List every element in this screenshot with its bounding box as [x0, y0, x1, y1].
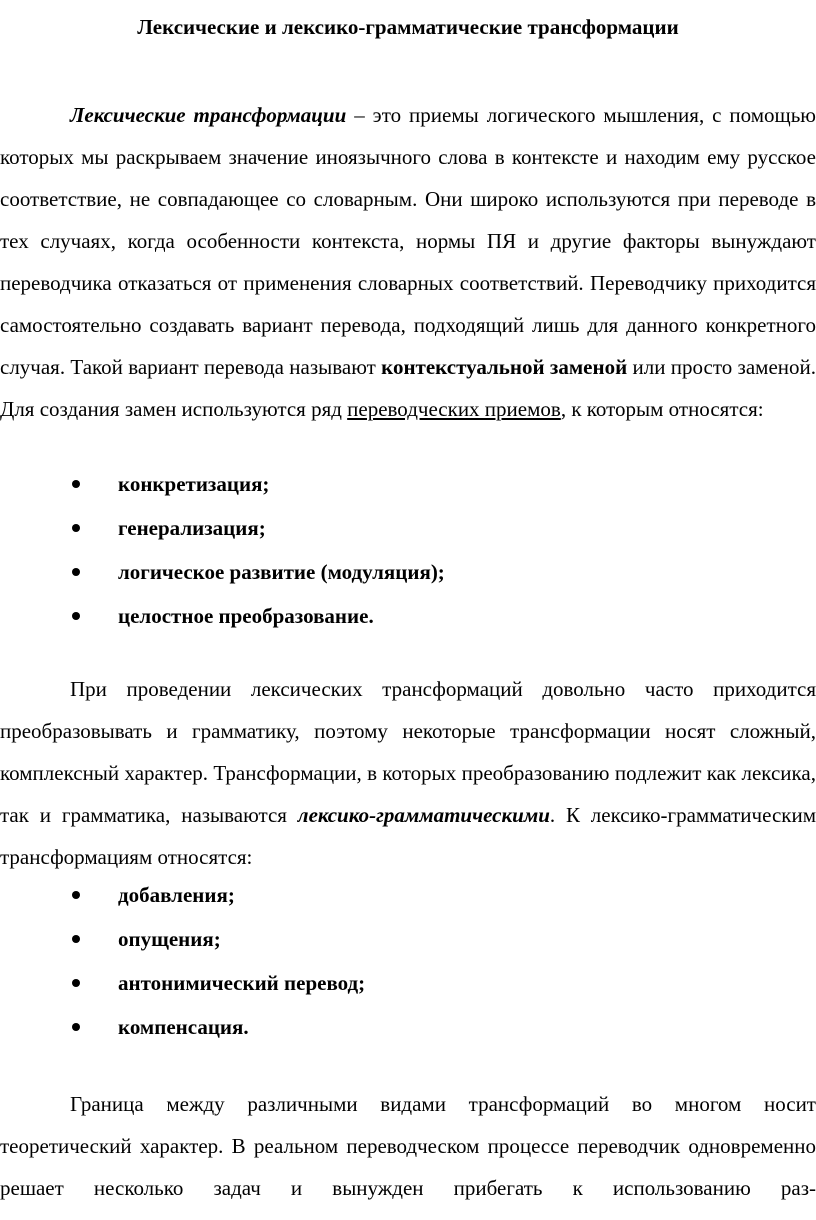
list-item-label: логическое развитие (модуляция); — [118, 560, 445, 584]
paragraph-lexico-grammatical — [0, 668, 816, 878]
paragraph-text: или просто заменой. Для создания замен используются ряд — [0, 355, 816, 421]
bullet-icon — [72, 524, 80, 532]
bullet-icon — [72, 935, 80, 943]
paragraph-transformation-boundary — [0, 1083, 816, 1209]
term-lexical-transformations: Лексические трансформации — [70, 103, 347, 127]
bullet-icon — [72, 891, 80, 899]
list-item — [0, 506, 816, 550]
paragraph-text: Граница между различными видами трансформаций во многом носит теоретический характер. В реальном переводческом процессе переводчик одновременно решает несколько задач и вынужден прибегать к использованию раз- — [0, 1092, 816, 1200]
bullet-icon — [72, 1023, 80, 1031]
list-item-label: генерализация; — [118, 516, 266, 540]
paragraph-text: , к которым относятся: — [560, 397, 764, 421]
translation-techniques-link[interactable]: переводческих приемов — [347, 397, 561, 421]
list-item-label: антонимический перевод; — [118, 971, 366, 995]
list-item — [0, 917, 816, 961]
paragraph-text: . К лексико-грамматическим трансформациям относятся: — [0, 803, 816, 869]
bullet-icon — [72, 568, 80, 576]
document-title: Лексические и лексико-грамматические трансформации — [137, 15, 679, 39]
term-lexico-grammatical: лексико-грамматическими — [297, 803, 550, 827]
list-item — [0, 961, 816, 1005]
list-item-label: целостное преобразование. — [118, 604, 374, 628]
paragraph-text: – это приемы логического мышления, с помощью которых мы раскрываем значение иноязычного слова в контексте и находим ему русское соответствие, не совпадающее со словарным. Они широко используются при переводе в тех случаях, когда особенности контекста, нормы ПЯ и другие факторы вынуждают переводчика отказаться от применения словарных соответствий. Переводчику приходится самостоятельно создавать вариант перевода, подходящий лишь для данного конкретного случая. Такой вариант перевода называют — [0, 103, 816, 379]
lexical-transformations-list — [0, 462, 816, 638]
paragraph-lexical-transformations — [0, 94, 816, 430]
bullet-icon — [72, 480, 80, 488]
lexico-grammatical-list — [0, 873, 816, 1049]
list-item — [0, 550, 816, 594]
bullet-icon — [72, 979, 80, 987]
list-item — [0, 594, 816, 638]
paragraph-text: При проведении лексических трансформаций довольно часто приходится преобразовывать и грамматику, поэтому некоторые трансформации носят сложный, комплексный характер. Трансформации, в которых преобразованию подлежит как лексика, так и грамматика, называются — [0, 677, 816, 827]
list-item — [0, 1005, 816, 1049]
list-item — [0, 462, 816, 506]
list-item-label: компенсация. — [118, 1015, 249, 1039]
bullet-icon — [72, 612, 80, 620]
list-item — [0, 873, 816, 917]
list-item-label: опущения; — [118, 927, 221, 951]
term-contextual-replacement: контекстуальной заменой — [381, 355, 628, 379]
list-item-label: добавления; — [118, 883, 235, 907]
list-item-label: конкретизация; — [118, 472, 270, 496]
